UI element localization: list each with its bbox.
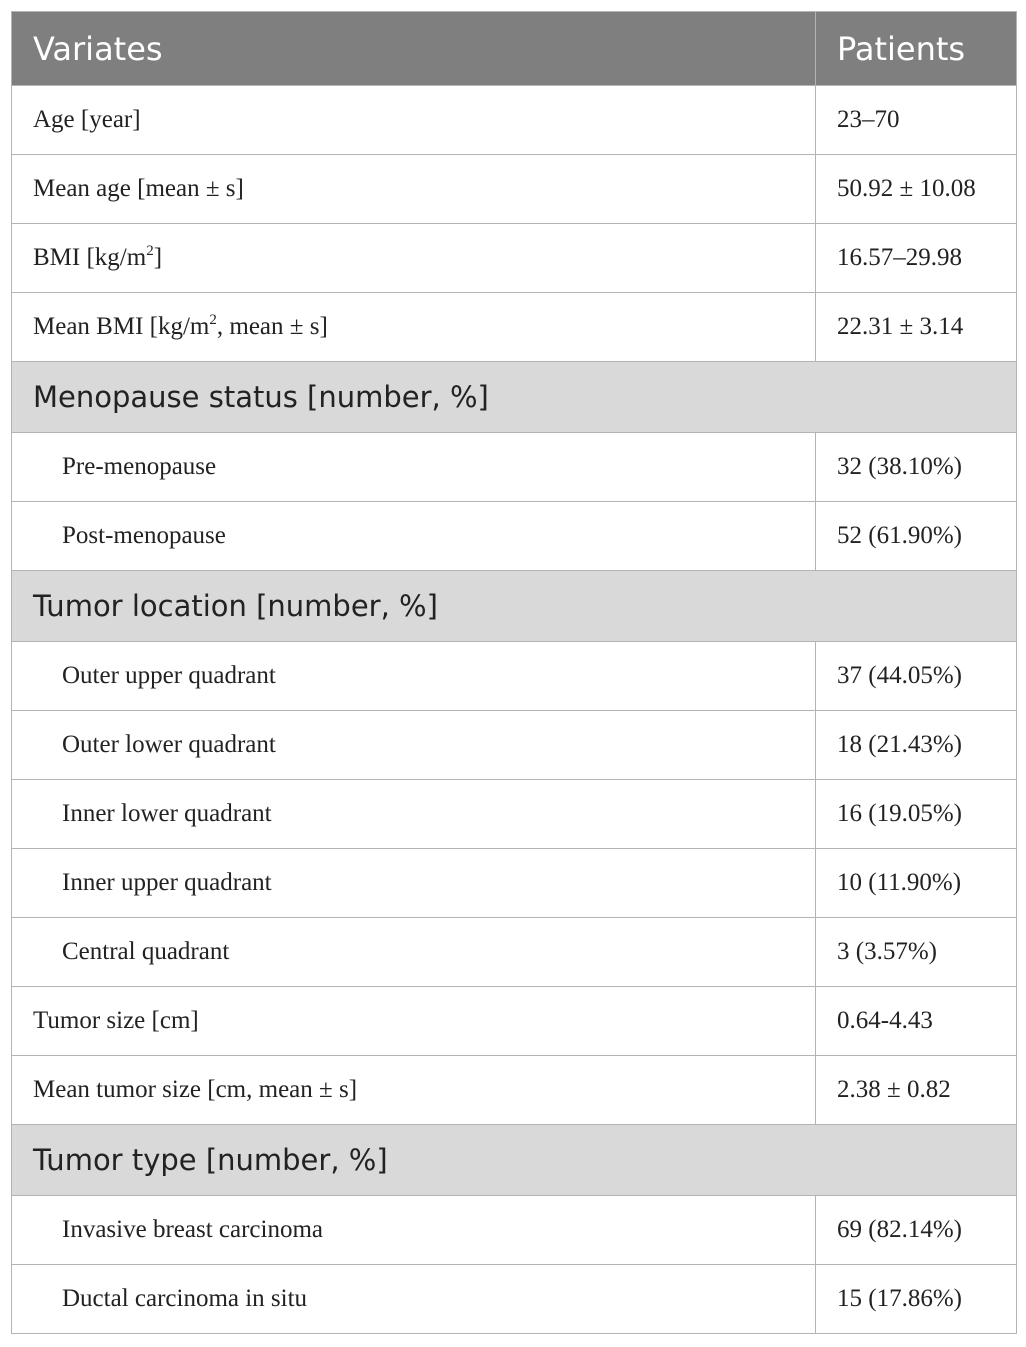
row-value: 18 (21.43%) <box>816 711 1017 780</box>
row-label <box>12 224 816 293</box>
patient-characteristics-table <box>11 11 1017 1334</box>
table-row <box>12 224 1017 293</box>
table-row <box>12 86 1017 155</box>
row-value: 37 (44.05%) <box>816 642 1017 711</box>
table-row <box>12 293 1017 362</box>
bmi-label-pre: BMI [kg/m <box>33 244 147 271</box>
table-row <box>12 433 1017 502</box>
row-value: 16 (19.05%) <box>816 780 1017 849</box>
row-value: 22.31 ± 3.14 <box>816 293 1017 362</box>
row-label: Inner upper quadrant <box>12 849 816 918</box>
table-row <box>12 155 1017 224</box>
row-label: Outer upper quadrant <box>12 642 816 711</box>
table-row <box>12 1265 1017 1334</box>
table-row <box>12 502 1017 571</box>
row-value: 32 (38.10%) <box>816 433 1017 502</box>
table-row <box>12 849 1017 918</box>
row-label: Invasive breast carcinoma <box>12 1196 816 1265</box>
mean-bmi-label-pre: Mean BMI [kg/m <box>33 313 210 340</box>
table-row <box>12 1196 1017 1265</box>
table-row <box>12 780 1017 849</box>
row-label: Age [year] <box>12 86 816 155</box>
row-value: 50.92 ± 10.08 <box>816 155 1017 224</box>
row-label <box>12 293 816 362</box>
section-title-menopause: Menopause status [number, %] <box>12 362 1017 433</box>
row-label: Outer lower quadrant <box>12 711 816 780</box>
row-label: Ductal carcinoma in situ <box>12 1265 816 1334</box>
table-row <box>12 711 1017 780</box>
section-title-location: Tumor location [number, %] <box>12 571 1017 642</box>
row-label: Mean tumor size [cm, mean ± s] <box>12 1056 816 1125</box>
row-value: 69 (82.14%) <box>816 1196 1017 1265</box>
row-value: 16.57–29.98 <box>816 224 1017 293</box>
row-value: 15 (17.86%) <box>816 1265 1017 1334</box>
row-value: 52 (61.90%) <box>816 502 1017 571</box>
row-label: Tumor size [cm] <box>12 987 816 1056</box>
row-label: Central quadrant <box>12 918 816 987</box>
row-label: Pre-menopause <box>12 433 816 502</box>
section-header-row <box>12 1125 1017 1196</box>
row-value: 2.38 ± 0.82 <box>816 1056 1017 1125</box>
table-row <box>12 918 1017 987</box>
table-header-row <box>12 12 1017 86</box>
section-header-row <box>12 571 1017 642</box>
bmi-label-post: ] <box>153 244 163 271</box>
mean-bmi-label-post: , mean ± s] <box>216 313 328 340</box>
table-row <box>12 1056 1017 1125</box>
mean-bmi-label-superscript: 2 <box>209 312 217 328</box>
header-patients: Patients <box>816 12 1017 86</box>
section-header-row <box>12 362 1017 433</box>
header-variates: Variates <box>12 12 816 86</box>
row-value: 3 (3.57%) <box>816 918 1017 987</box>
row-value: 10 (11.90%) <box>816 849 1017 918</box>
table-row <box>12 642 1017 711</box>
row-value: 0.64-4.43 <box>816 987 1017 1056</box>
section-title-tumor-type: Tumor type [number, %] <box>12 1125 1017 1196</box>
row-label: Mean age [mean ± s] <box>12 155 816 224</box>
row-label: Inner lower quadrant <box>12 780 816 849</box>
row-label: Post-menopause <box>12 502 816 571</box>
table-row <box>12 987 1017 1056</box>
bmi-label-superscript: 2 <box>146 243 154 259</box>
row-value: 23–70 <box>816 86 1017 155</box>
